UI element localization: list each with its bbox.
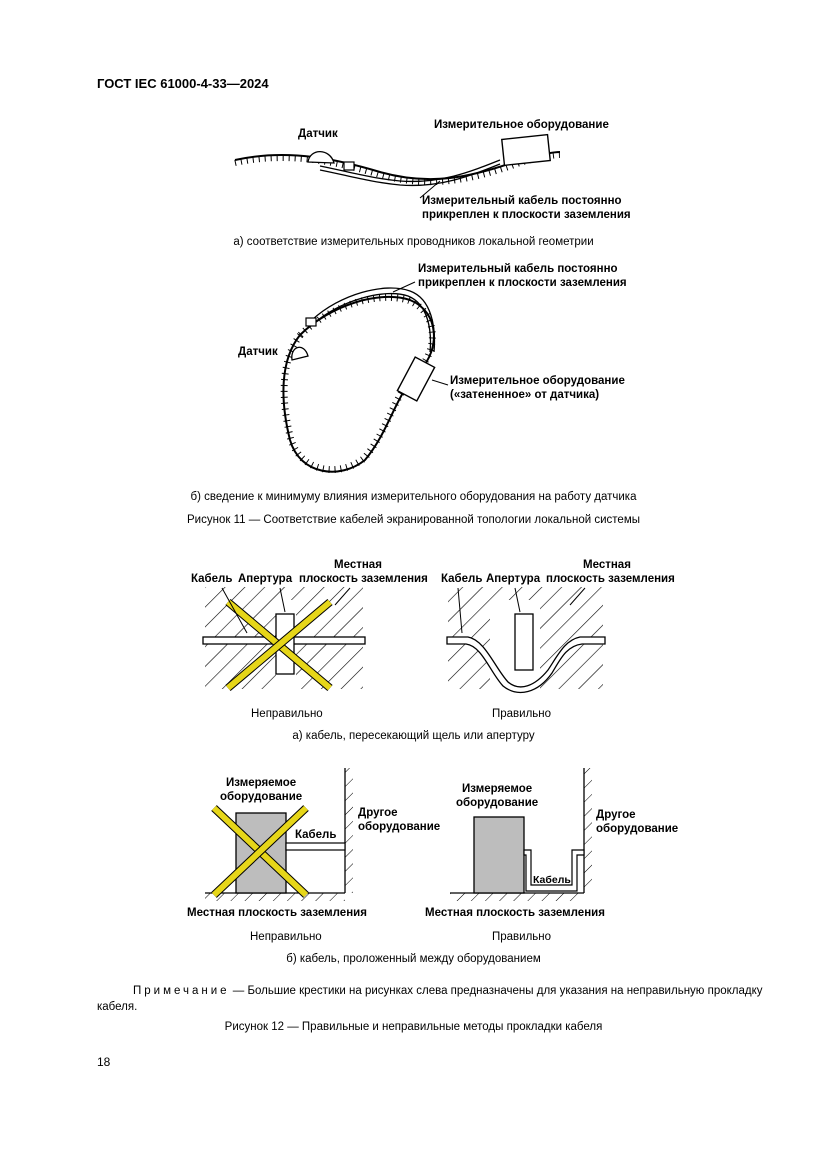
fig12a-right-ground-label-line1: Местная [583,559,631,571]
fig12b-right-measured-label-line2: оборудование [456,797,539,809]
fig12b-right-verdict: Правильно [492,931,552,943]
fig12a-left-cable-label: Кабель [191,573,233,585]
fig12a-left-verdict: Неправильно [251,708,323,720]
fig11a-equipment-label: Измерительное оборудование [434,119,609,131]
fig12b-right-ground-label: Местная плоскость заземления [425,907,605,919]
fig11b-cable-label-line2: прикреплен к плоскости заземления [418,277,627,289]
fig11a-caption: а) соответствие измерительных проводников локальной геометрии [233,236,594,248]
fig12a-left-aperture-label: Апертура [238,573,293,585]
fig12b-right-other-label-line2: оборудование [596,823,679,835]
fig12b-right-other-label-line1: Другое [596,809,636,821]
fig11a-cable-label-line1: Измерительный кабель постоянно [422,195,622,207]
fig12a-left-ground-label-line2: плоскость заземления [299,573,428,585]
fig11b-cable-label-line1: Измерительный кабель постоянно [418,263,618,275]
page-number: 18 [97,1055,111,1069]
document-header: ГОСТ IEC 61000-4-33—2024 [97,76,269,91]
fig11b-equipment-label-line1: Измерительное оборудование [450,375,625,387]
figure-12-title: Рисунок 12 — Правильные и неправильные методы прокладки кабеля [224,1021,603,1033]
fig12b-left-cable [286,843,345,850]
fig11a-cable-label-line2: прикреплен к плоскости заземления [422,209,631,221]
fig12b-left-measured-label-line1: Измеряемое [226,777,297,789]
fig12b-left-other-label-line2: оборудование [358,821,441,833]
fig12b-left-ground-label: Местная плоскость заземления [187,907,367,919]
figure-11-title: Рисунок 11 — Соответствие кабелей экранированной топологии локальной системы [187,514,640,526]
fig12a-right-cable-label: Кабель [441,573,483,585]
note-text: — Большие крестики на рисунках слева предназначены для указания на неправильную прокладку кабеля. [97,985,763,1013]
fig12a-right-verdict: Правильно [492,708,552,720]
fig12a-caption: а) кабель, пересекающий щель или апертуру [292,730,535,742]
fig12b-right-measured-equipment [474,817,524,893]
fig12b-right-cable-label: Кабель [533,874,571,886]
fig11b-sensor-label: Датчик [238,346,278,358]
fig12a-left-ground-label-line1: Местная [334,559,382,571]
fig12b-left-measured-label-line2: оборудование [220,791,303,803]
fig11b-caption: б) сведение к минимуму влияния измерительного оборудования на работу датчика [190,491,637,503]
fig11a-sensor-label: Датчик [298,128,338,140]
note-paragraph [97,983,767,1015]
fig12a-right-ground-label-line2: плоскость заземления [546,573,675,585]
fig12b-left-other-label-line1: Другое [358,807,398,819]
fig12b-left-verdict: Неправильно [250,931,322,943]
fig12b-right-measured-label-line1: Измеряемое [462,783,533,795]
fig12b-left-cable-label: Кабель [295,829,337,841]
fig12b-caption: б) кабель, проложенный между оборудованием [286,953,541,965]
fig11b-equipment-label-line2: («затененное» от датчика) [450,389,600,401]
fig12a-right-aperture-label: Апертура [486,573,541,585]
note-label: Примечание [133,985,230,997]
